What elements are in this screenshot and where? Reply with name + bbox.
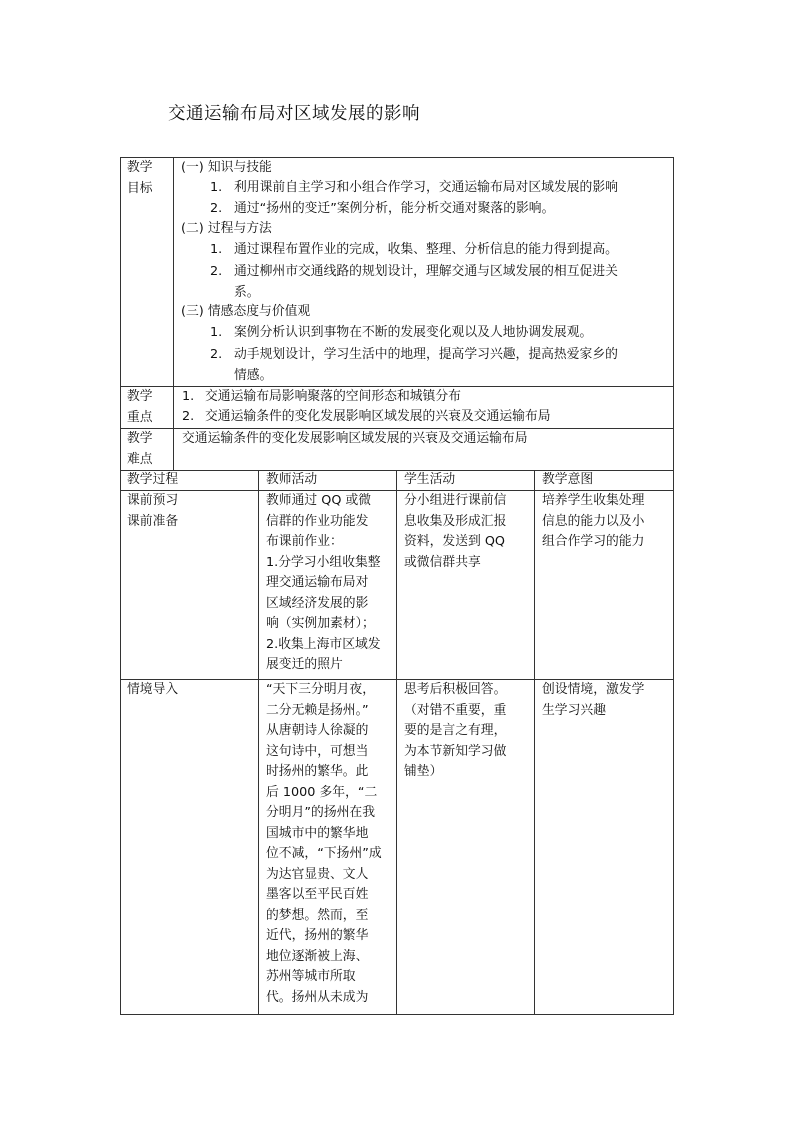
objective-number: 1.	[210, 325, 223, 340]
objective-number: 1.	[210, 180, 223, 195]
column-divider	[173, 157, 174, 470]
teacher-activity-cell: “天下三分明月夜， 二分无赖是扬州。” 从唐朝诗人徐凝的 这句诗中，可想当 时扬州的繁华。此 后 1000 多年，“二 分明月”的扬州在我 国城市中的繁华地 位不减，“下扬州”成 为达官显贵、文人 墨客以至平民百姓 的梦想。然而，至 近代，扬州的繁华 地位逐渐被上海、 苏州等城市所取 代。扬州从未成为	[266, 682, 382, 1005]
stage-cell: 课前预习 课前准备	[127, 493, 179, 529]
objective-text: 通过“扬州的变迁”案例分析，能分析交通对聚落的影响。	[234, 201, 555, 216]
teaching-intent-cell: 培养学生收集处理 信息的能力以及小 组合作学习的能力	[542, 493, 645, 549]
key-point-text: 交通运输布局影响聚落的空间形态和城镇分布	[205, 389, 461, 404]
objective-number: 2.	[210, 347, 223, 362]
column-divider	[534, 470, 535, 1015]
objectives-heading: (一) 知识与技能	[181, 160, 272, 175]
objective-text: 利用课前自主学习和小组合作学习，交通运输布局对区域发展的影响	[234, 180, 618, 195]
column-divider	[258, 470, 259, 1015]
objectives-heading: (三) 情感态度与价值观	[181, 304, 311, 319]
difficulty-text: 交通运输条件的变化发展影响区域发展的兴衰及交通运输布局	[182, 431, 528, 446]
objective-number: 2.	[210, 201, 223, 216]
objective-text: 通过课程布置作业的完成，收集、整理、分析信息的能力得到提高。	[234, 242, 618, 257]
column-divider	[396, 470, 397, 1015]
header-teaching-intent: 教学意图	[542, 472, 594, 487]
key-point-number: 2.	[182, 409, 195, 424]
key-point-number: 1.	[182, 389, 195, 404]
stage-cell: 情境导入	[127, 682, 179, 697]
key-points-label: 教学 重点	[127, 389, 153, 425]
objective-text: 案例分析认识到事物在不断的发展变化观以及人地协调发展观。	[234, 325, 593, 340]
page-title: 交通运输布局对区域发展的影响	[168, 104, 420, 124]
objective-number: 1.	[210, 242, 223, 257]
objectives-label: 教学 目标	[127, 160, 153, 196]
header-teacher-activity: 教师活动	[266, 472, 318, 487]
objective-text: 通过柳州市交通线路的规划设计，理解交通与区域发展的相互促进关 系。	[234, 264, 618, 300]
header-process: 教学过程	[127, 472, 179, 487]
teacher-activity-cell: 教师通过 QQ 或微 信群的作业功能发 布课前作业： 1.分学习小组收集整 理交通运输布局对 区域经济发展的影 响（实例加素材）； 2.收集上海市区域发 展变迁的照片	[266, 493, 381, 672]
objective-number: 2.	[210, 264, 223, 279]
objectives-heading: (二) 过程与方法	[181, 221, 272, 236]
student-activity-cell: 思考后积极回答。 （对错不重要，重 要的是言之有理， 为本节新知学习做 铺垫）	[404, 682, 507, 779]
student-activity-cell: 分小组进行课前信 息收集及形成汇报 资料，发送到 QQ 或微信群共享	[404, 493, 507, 570]
objective-text: 动手规划设计，学习生活中的地理，提高学习兴趣，提高热爱家乡的 情感。	[234, 347, 618, 383]
difficulty-label: 教学 难点	[127, 431, 153, 467]
key-point-text: 交通运输条件的变化发展影响区域发展的兴衰及交通运输布局	[205, 409, 551, 424]
teaching-intent-cell: 创设情境，激发学 生学习兴趣	[542, 682, 645, 718]
header-student-activity: 学生活动	[404, 472, 456, 487]
